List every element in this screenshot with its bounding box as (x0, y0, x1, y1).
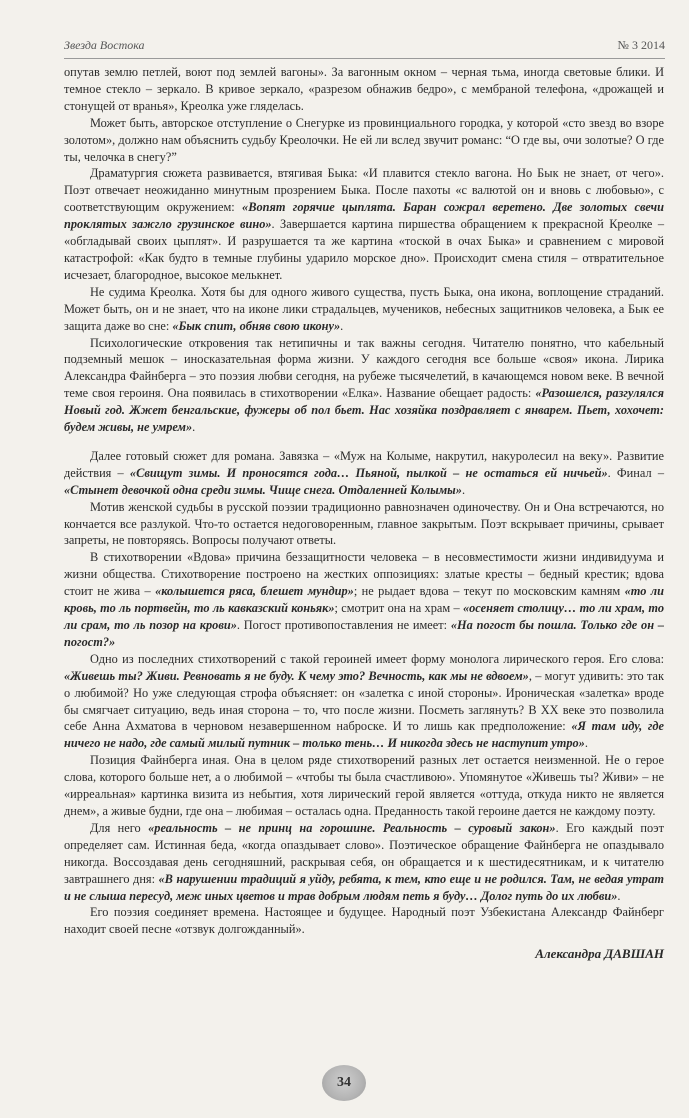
journal-title: Звезда Востока (64, 38, 145, 52)
quoted-verse: «Живешь ты? Живи. Ревновать я не буду. К чему это? Вечность, как мы не вдвоем» (64, 668, 529, 683)
article-paragraph (64, 64, 664, 115)
quoted-verse: «реальность – не принц на горошине. Реальность – суровый закон» (148, 820, 556, 835)
author-signature: Александра ДАВШАН (535, 946, 664, 962)
paragraph-text: опутав землю петлей, воют под землей вагоны». За вагонным окном – черная тьма, иногда световые блики. И темное стекло – зеркало. В кривое зеркало, «разрезом обнажив бедро», с мембраной телефона, «дрожащей и стонущей от вранья», Креолка уже гляделась. (64, 65, 664, 113)
paragraph-text: Для него (90, 820, 149, 835)
quoted-verse: «Стынет девочкой одна среди зимы. Чище снега. Отдаленней Колымы» (64, 482, 462, 497)
article-body (64, 64, 664, 963)
paragraph-text: . (617, 888, 621, 903)
paragraph-text: Может быть, авторское отступление о Снегурке из провинциального городка, у которой «сто звезд во взоре золотом», должно нам объяснить судьбу Креолочки. Не ей ли вслед звучит романс: “О где вы, очи золотые? О где ты, челочка в снегу?” (64, 115, 664, 164)
article-paragraph (64, 284, 664, 335)
paragraph-text: . (192, 420, 196, 435)
paragraph-text: Не судима Креолка. Хотя бы для одного живого существа, пусть Быка, она икона, воплощение страданий. Может быть, он и не знает, что на иконе лики страдальцев, мучеников, небесных защитников человека, а Бык ее защита даже во сне: (64, 284, 664, 333)
paragraph-text: ; смотрит она на храм – (334, 601, 463, 616)
paragraph-text: Позиция Файнберга иная. Она в целом ряде стихотворений разных лет остается неизменной. Не о герое слова, которого больше нет, а о любимой – «чтобы ты была счастливою». Упомянутое «Живешь ты? Живи» – не «ирреальная» картинка визита из небытия, хотя лирический герой является «оттуда, откуда никто не является днем», а живые будни, где она – любимая – осталась одна. Преданность такой героине дается не каждому поэту. (64, 753, 664, 818)
quoted-verse: «то ли кровь, то ль портвейн, то ль кавказский коньяк» (64, 584, 664, 616)
quoted-verse: «В нарушении традиций я уйду, ребята, к тем, кто еще и не родился. Там, не ведая утрат и не слыша пересуд, меж иных цветов и трав добрым людям петь я буду… Долог путь до их любви» (64, 871, 664, 903)
paragraph-text: В стихотворении «Вдова» причина беззащитности человека – в несовместимости жизни индивидуума и жизни общества. Стихотворение построено на жестких оппозициях: златые кресты – бедный крестик; вдова стоит не жива – (64, 550, 664, 599)
article-paragraph (64, 820, 664, 905)
paragraph-text: Одно из последних стихотворений с такой героиней имеет форму монолога лирического героя. Его слова: (90, 651, 664, 666)
paragraph-text: . Финал – (607, 465, 664, 480)
quoted-verse: «осеняет столицу… то ли храм, то ли срам, то ль позор на крови» (64, 601, 665, 632)
paragraph-text: Далее готовый сюжет для романа. Завязка – «Муж на Колыме, накрутил, накуролесил на веку». Развитие действия – (64, 448, 664, 480)
paragraph-text: . Погост противопоставления не имеет: (236, 618, 451, 632)
article-paragraph (64, 549, 664, 650)
issue-number: № 3 2014 (617, 38, 665, 52)
article-paragraphs (64, 64, 664, 938)
paragraph-text: , – могут удивить: это так о любимой? Но уже следующая строфа объясняет: он «залетка с иной стороны». Ироническая «залетка» вроде бы смягчает ситуацию, ведь иная сторона – то, что после жизни. Посметь заглянуть? В XX веке это позволила себе Анна Ахматова в черновом незавершенном наброске. И то лишь как предположение: (64, 668, 664, 734)
article-paragraph (64, 115, 664, 166)
quoted-verse: «Вопят горячие цыплята. Баран сожрал веретено. Две золотых свечи проклятых зажгло грузинское вино» (64, 200, 664, 232)
article-paragraph (64, 335, 664, 436)
paragraph-text: . Завершается картина пиршества обращением к прекрасной Креолке – «обгладывай своих цыплят». И разрушается та же картина «тоской в очах Быка» и сравнением с мировой катастрофой: «Как будто в темные глубины ударило морское дно». Происходит смена стиля – отвратительное исчезает, благородное, высокое мелькнет. (64, 217, 664, 282)
article-paragraph (64, 165, 664, 283)
article-paragraph (64, 499, 664, 550)
paragraph-text: . (340, 318, 344, 333)
page-number: 34 (322, 1065, 366, 1101)
quoted-verse: «Разошелся, разгулялся Новый год. Жжет бенгальские, фужеры об пол бьет. Нас хозяйка поздравляет с январем. Пьет, хохочет: будем живы, не умрем» (64, 386, 664, 435)
paragraph-text: . (461, 482, 466, 497)
paragraph-text: Психологические откровения так нетипичны и так важны сегодня. Читателю понятно, что кабельный подземный мешок – иносказательная форма жизни. У каждого сегодня все больше «своя» икона. Лирика Александра Файнберга – это поэзия любви сегодня, на рубеже тысячелетий, в качающемся новом веке. В вечной теме своя героиня. Она появилась в стихотворении «Елка». Название обещает радость: (64, 335, 664, 401)
paragraph-text: ; не рыдает вдова – текут по московским камням (353, 584, 625, 599)
paragraph-text: . (584, 736, 588, 751)
article-paragraph (64, 651, 664, 752)
paragraph-text: . Его каждый поэт определяет сам. Истинная беда, «когда опаздывает слово». Поэтическое обращение Файнберга не опаздывало никогда. Воссоздавая день сегодняшний, раскрывая себя, он обращается и к шестидесятникам, и к читателю завтрашнего дня: (64, 820, 664, 886)
article-paragraph (64, 448, 664, 499)
article-paragraph (64, 752, 664, 820)
header-divider (64, 58, 665, 59)
quoted-verse: «На погост бы пошла. Только где он – погост?» (64, 618, 665, 649)
paragraph-text: Мотив женской судьбы в русской поэзии традиционно равнозначен одиночеству. Он и Она встречаются, но кончается все разлукой. Что-то остается недоговоренным, главное закрытым. Поэт вскрывает причины, срывает запреты, не повторяясь. Вопросы получают ответы. (64, 499, 664, 548)
paragraph-text: Его поэзия соединяет времена. Настоящее и будущее. Народный поэт Узбекистана Александр Файнберг находит своей песне «отзвук долгожданный». (64, 905, 664, 937)
quoted-verse: «Я там иду, где ничего не надо, где самый милый путник – только тень… И никогда здесь не наступит утро» (64, 719, 664, 751)
running-header (64, 38, 665, 56)
paragraph-text: Драматургия сюжета развивается, втягивая Быка: «И плавится стекло вагона. Но Бык не знает, от чего». Поэт отвечает неожиданно минутным прозрением Быка. После пахоты «с валютой он и вновь с любовью», с соответствующим окружением: (64, 166, 664, 215)
quoted-verse: «колышется ряса, блешет мундир» (155, 584, 354, 599)
quoted-verse: «Свищут зимы. И проносятся года… Пьяной, пылкой – не остаться ей ничьей» (129, 465, 608, 480)
quoted-verse: «Бык спит, обняв свою икону» (172, 318, 341, 333)
article-paragraph (64, 904, 664, 938)
